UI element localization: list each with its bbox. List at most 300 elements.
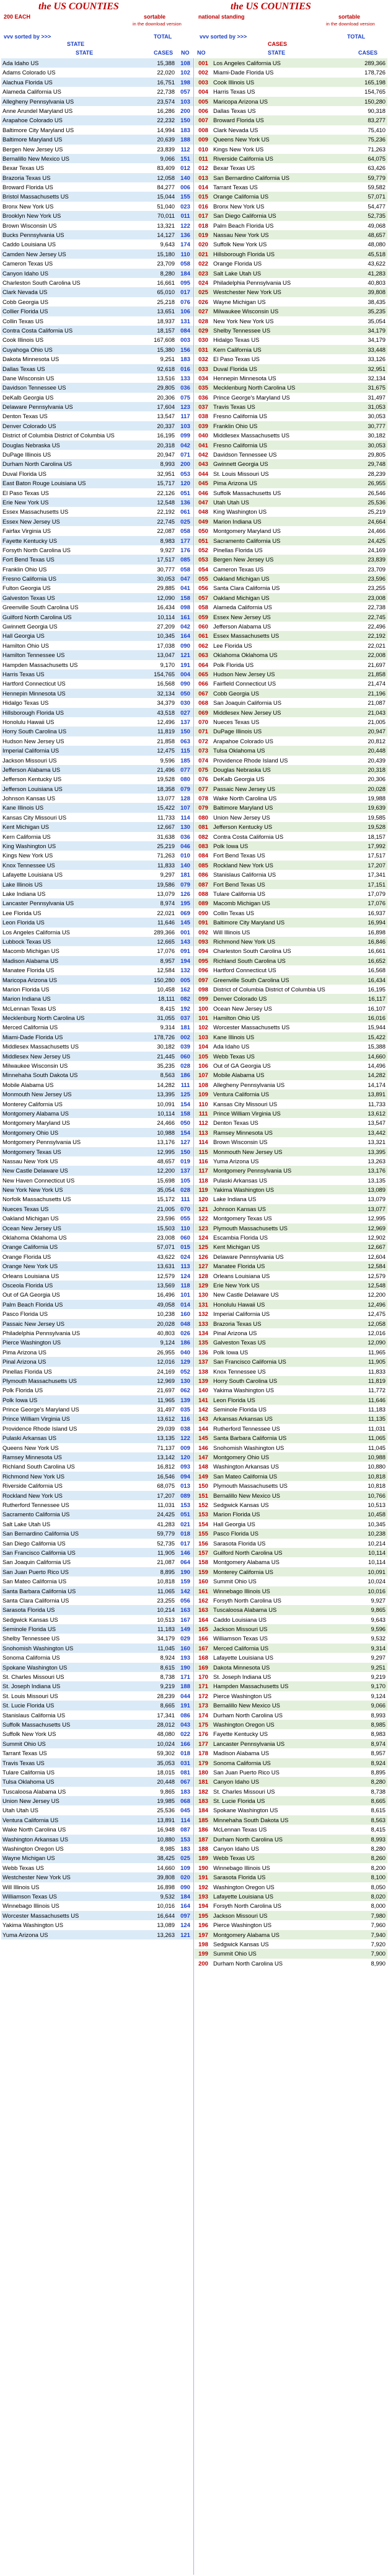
national-rank: 121 [180, 1931, 190, 1938]
table-row [195, 106, 387, 115]
case-count: 75,236 [368, 136, 386, 143]
table-row [1, 794, 194, 803]
county-name: Riverside California US [213, 154, 273, 162]
table-row [1, 1022, 194, 1032]
right-total-label: TOTAL [347, 34, 366, 40]
case-count: 31,053 [368, 403, 386, 411]
case-count: 31,497 [157, 1406, 175, 1413]
county-name: Clark Nevada US [2, 288, 48, 296]
county-name: Orange Florida US [2, 1253, 51, 1260]
national-rank: 008 [198, 126, 208, 133]
national-rank: 183 [180, 1787, 190, 1795]
national-rank: 148 [198, 1463, 208, 1470]
national-rank: 033 [198, 365, 208, 372]
case-count: 83,409 [157, 164, 175, 172]
case-count: 13,176 [368, 1167, 386, 1174]
case-count: 15,380 [157, 346, 175, 353]
county-name: Guilford North Carolina US [2, 613, 72, 620]
national-rank: 105 [198, 1052, 208, 1060]
national-rank: 105 [180, 1176, 190, 1184]
table-row [1, 736, 194, 746]
county-name: Pasco Florida US [2, 1310, 48, 1318]
table-row [1, 1576, 194, 1586]
national-rank: 064 [180, 1559, 190, 1566]
case-count: 12,016 [157, 1358, 175, 1366]
county-name: Montgomery Pennsylvania US [2, 1138, 81, 1146]
table-row [195, 145, 387, 154]
county-name: Hamilton Ohio US [213, 1014, 260, 1022]
case-count: 13,263 [368, 1157, 386, 1165]
county-name: Mecklenburg North Carolina US [213, 384, 296, 391]
county-name: Bernalillo New Mexico US [2, 154, 69, 162]
table-row [1, 880, 194, 889]
case-count: 12,604 [368, 1253, 386, 1260]
case-count: 8,985 [371, 1720, 386, 1728]
national-rank: 137 [180, 1167, 190, 1174]
county-name: Pinellas Florida US [2, 1367, 52, 1375]
table-row [1, 1070, 194, 1080]
case-count: 13,395 [157, 1091, 175, 1098]
national-rank: 086 [198, 871, 208, 879]
national-rank: 053 [180, 470, 190, 477]
table-row [1, 1729, 194, 1738]
national-rank: 164 [180, 632, 190, 640]
case-count: 9,596 [160, 756, 175, 764]
county-name: Fort Bend Texas US [2, 556, 55, 563]
table-row [195, 1825, 387, 1834]
case-count: 48,657 [368, 231, 386, 239]
national-rank: 055 [180, 1215, 190, 1222]
table-row [1, 1596, 194, 1605]
right-col-rank[interactable]: NO [197, 50, 206, 56]
table-row [195, 507, 387, 516]
county-name: Ada Idaho US [2, 60, 39, 66]
table-row [195, 1567, 387, 1576]
table-row [1, 1261, 194, 1271]
table-row [1, 1681, 194, 1691]
county-name: Ventura California US [213, 1091, 270, 1098]
case-count: 17,992 [368, 843, 386, 850]
national-rank: 192 [180, 1004, 190, 1012]
case-count: 57,071 [157, 1243, 175, 1251]
case-count: 13,077 [368, 1205, 386, 1212]
national-rank: 115 [180, 747, 190, 754]
case-count: 18,111 [157, 995, 175, 1003]
case-count: 12,200 [157, 1167, 175, 1174]
national-rank: 031 [198, 346, 208, 353]
table-row [195, 364, 387, 373]
case-count: 83,277 [368, 117, 386, 124]
county-name: Bergen New Jersey US [213, 556, 274, 563]
national-rank: 128 [180, 795, 190, 802]
table-row [1, 1348, 194, 1357]
national-rank: 198 [198, 1940, 208, 1948]
national-rank: 076 [180, 298, 190, 305]
national-rank: 019 [180, 1157, 190, 1165]
county-name: Davidson Tennessee US [213, 451, 277, 458]
header [0, 0, 388, 58]
national-rank: 001 [180, 928, 190, 936]
table-row [1, 555, 194, 564]
national-rank: 108 [198, 1081, 208, 1088]
table-row [195, 1348, 387, 1357]
case-count: 17,341 [368, 871, 386, 879]
case-count: 26,955 [368, 480, 386, 487]
county-name: Dallas Texas US [213, 107, 256, 114]
table-row [1, 97, 194, 106]
table-row [195, 469, 387, 478]
table-row [1, 1672, 194, 1681]
county-name: Lancaster Pennsylvania US [213, 1740, 285, 1747]
national-rank: 142 [180, 1587, 190, 1594]
case-count: 29,039 [157, 1424, 175, 1432]
county-name: Canyon Idaho US [213, 1845, 260, 1853]
table-row [1, 145, 194, 154]
county-name: Bernalillo New Mexico US [213, 1491, 280, 1499]
national-rank: 028 [180, 1186, 190, 1194]
national-rank: 046 [198, 489, 208, 496]
national-rank: 064 [198, 661, 208, 668]
national-rank: 111 [180, 1081, 190, 1088]
county-name: Cook Illinois US [213, 78, 255, 86]
case-count: 10,114 [368, 1549, 386, 1556]
left-col-rank[interactable]: NO [181, 50, 190, 56]
county-name: Wake North Carolina US [2, 1826, 66, 1833]
case-count: 11,045 [157, 1644, 175, 1652]
county-name: St. Joseph Indiana US [213, 1673, 271, 1681]
right-sort-key[interactable]: CASES [268, 41, 288, 47]
national-rank: 089 [198, 900, 208, 907]
national-rank: 082 [180, 995, 190, 1003]
table-row [1, 756, 194, 765]
case-count: 23,596 [157, 1215, 175, 1222]
case-count: 84,277 [157, 184, 175, 191]
table-row [1, 1013, 194, 1022]
county-name: Contra Costa California US [2, 326, 73, 334]
case-count: 21,474 [368, 680, 386, 687]
table-row [195, 1777, 387, 1786]
national-rank: 055 [198, 575, 208, 583]
county-name: King Washington US [2, 843, 56, 850]
county-name: Stanislaus California US [2, 1711, 66, 1719]
table-row [195, 536, 387, 545]
national-rank: 183 [198, 1797, 208, 1805]
county-name: Allegheny Pennsylvania US [213, 1081, 285, 1088]
national-rank: 136 [180, 498, 190, 506]
county-name: Dakota Minnesota US [2, 356, 60, 363]
case-count: 19,988 [368, 795, 386, 802]
case-count: 25,219 [368, 508, 386, 516]
table-row [195, 1223, 387, 1233]
national-rank: 134 [198, 1329, 208, 1336]
county-name: Oklahoma Oklahoma US [213, 651, 278, 659]
national-rank: 102 [180, 69, 190, 76]
table-row [195, 1128, 387, 1137]
county-name: Fulton Georgia US [2, 584, 51, 592]
case-count: 11,772 [368, 1387, 386, 1394]
county-name: Sarasota Florida US [213, 1539, 266, 1547]
table-row [1, 1519, 194, 1529]
county-name: Knox Tennessee US [2, 861, 55, 869]
national-rank: 080 [180, 776, 190, 783]
table-row [195, 441, 387, 450]
national-rank: 176 [180, 546, 190, 553]
county-name: Ocean New Jersey US [2, 1224, 61, 1232]
county-name: Pasco Florida US [213, 1530, 258, 1537]
case-count: 23,008 [157, 1234, 175, 1241]
county-name: Marion Indiana US [213, 517, 262, 525]
county-name: Worcester Massachusetts US [213, 1024, 290, 1031]
table-row [195, 1147, 387, 1156]
county-name: Norfolk Massachusetts US [2, 1196, 71, 1203]
case-count: 8,415 [160, 1004, 175, 1012]
case-count: 10,016 [368, 1587, 386, 1594]
table-row [195, 1615, 387, 1624]
table-row [1, 679, 194, 688]
case-count: 7,900 [371, 1950, 386, 1957]
table-row [195, 794, 387, 803]
table-row [195, 1844, 387, 1853]
county-name: Merced California US [213, 1644, 269, 1652]
county-name: Sacramento California US [2, 1511, 70, 1518]
table-row [195, 679, 387, 688]
case-count: 10,214 [368, 1539, 386, 1547]
national-rank: 030 [198, 336, 208, 344]
table-row [195, 182, 387, 192]
left-col-cases[interactable]: CASES [154, 50, 174, 56]
county-name: Erie New York US [213, 1282, 260, 1289]
case-count: 25,219 [157, 843, 175, 850]
case-count: 12,969 [157, 1377, 175, 1384]
county-name: Pinellas Florida US [213, 546, 263, 553]
case-count: 20,639 [157, 136, 175, 143]
national-rank: 065 [198, 671, 208, 678]
national-rank: 095 [198, 957, 208, 964]
national-rank: 163 [198, 1606, 208, 1614]
county-name: Fort Bend Texas US [213, 852, 265, 859]
national-rank: 178 [198, 1750, 208, 1757]
national-rank: 084 [198, 852, 208, 859]
case-count: 40,803 [368, 279, 386, 286]
national-rank: 155 [180, 193, 190, 200]
case-count: 23,596 [368, 575, 386, 583]
county-name: Baltimore City Maryland US [213, 919, 285, 926]
table-row [195, 650, 387, 660]
table-row [1, 1433, 194, 1442]
case-count: 23,839 [368, 556, 386, 563]
table-row [195, 765, 387, 774]
national-rank: 162 [198, 1596, 208, 1604]
national-rank: 006 [180, 184, 190, 191]
county-name: Montgomery Alabama US [2, 1109, 69, 1117]
national-rank: 127 [198, 1263, 208, 1270]
table-row [1, 125, 194, 135]
case-count: 19,586 [157, 880, 175, 888]
table-row [195, 1309, 387, 1318]
case-count: 8,415 [371, 1826, 386, 1833]
case-count: 21,445 [157, 1052, 175, 1060]
table-row [195, 1089, 387, 1099]
county-name: Macomb Michigan US [213, 900, 270, 907]
national-rank: 166 [198, 1635, 208, 1642]
case-count: 16,286 [157, 107, 175, 114]
table-row [1, 1777, 194, 1786]
case-count: 9,532 [160, 1893, 175, 1900]
case-count: 11,819 [157, 728, 175, 735]
table-row [195, 1586, 387, 1596]
national-rank: 098 [198, 985, 208, 993]
table-row [195, 1805, 387, 1815]
national-rank: 117 [180, 413, 190, 420]
national-rank: 050 [180, 689, 190, 697]
national-rank: 035 [198, 384, 208, 391]
county-name: Yuma Arizona US [2, 1931, 48, 1938]
county-name: Utah Utah US [2, 1807, 38, 1814]
national-rank: 078 [198, 795, 208, 802]
national-rank: 017 [198, 212, 208, 220]
case-count: 34,179 [157, 1635, 175, 1642]
case-count: 75,410 [368, 126, 386, 133]
national-rank: 162 [180, 985, 190, 993]
national-rank: 093 [180, 1463, 190, 1470]
county-name: Los Angeles California US [2, 928, 70, 936]
table-row [195, 1605, 387, 1614]
case-count: 12,548 [368, 1282, 386, 1289]
case-count: 10,513 [368, 1501, 386, 1508]
national-rank: 177 [180, 537, 190, 544]
table-row [195, 1557, 387, 1567]
national-rank: 190 [180, 1663, 190, 1671]
case-count: 11,045 [368, 1444, 386, 1451]
county-name: Madison Alabama US [2, 957, 59, 964]
table-row [195, 459, 387, 468]
table-row [1, 202, 194, 211]
national-rank: 169 [198, 1663, 208, 1671]
case-count: 8,200 [371, 1864, 386, 1871]
table-row [1, 1663, 194, 1672]
county-name: Denton Texas US [213, 1119, 258, 1127]
table-row [195, 1290, 387, 1299]
county-name: Fayette Kentucky US [213, 1730, 268, 1738]
county-name: Monterey California US [2, 1100, 63, 1107]
national-rank: 085 [198, 861, 208, 869]
national-rank: 132 [198, 1310, 208, 1318]
table-row [1, 1395, 194, 1405]
table-row [195, 717, 387, 727]
national-rank: 199 [198, 1950, 208, 1957]
national-rank: 014 [198, 184, 208, 191]
case-count: 8,993 [160, 460, 175, 468]
case-count: 8,280 [371, 1845, 386, 1853]
table-row [1, 994, 194, 1003]
case-count: 16,546 [157, 1472, 175, 1480]
county-name: Richmond New York US [2, 1472, 65, 1480]
county-name: San Mateo California US [2, 1578, 67, 1585]
national-rank: 123 [198, 1224, 208, 1232]
table-row [1, 1443, 194, 1452]
case-count: 13,079 [368, 1196, 386, 1203]
case-count: 10,214 [157, 1606, 175, 1614]
table-row [195, 669, 387, 679]
table-row [1, 861, 194, 870]
case-count: 9,297 [371, 1654, 386, 1661]
table-row [1, 441, 194, 450]
case-count: 31,497 [368, 393, 386, 401]
table-row [195, 1166, 387, 1175]
county-name: Manatee Florida US [2, 967, 55, 974]
table-row [1, 946, 194, 955]
case-count: 35,053 [157, 1759, 175, 1766]
national-rank: 161 [198, 1587, 208, 1594]
case-count: 11,833 [368, 1367, 386, 1375]
national-rank: 158 [180, 1109, 190, 1117]
national-rank: 096 [198, 967, 208, 974]
national-rank: 141 [198, 1396, 208, 1403]
table-row [1, 421, 194, 431]
left-sort-key[interactable]: STATE [67, 41, 85, 47]
right-col-name[interactable]: STATE [268, 50, 286, 56]
case-count: 9,927 [371, 1596, 386, 1604]
national-rank: 029 [198, 326, 208, 334]
left-col-name[interactable]: STATE [76, 50, 94, 56]
national-rank: 152 [198, 1501, 208, 1508]
national-rank: 061 [180, 508, 190, 516]
national-rank: 139 [198, 1377, 208, 1384]
case-count: 92,618 [157, 365, 175, 372]
national-rank: 195 [180, 900, 190, 907]
case-count: 13,089 [157, 1921, 175, 1929]
case-count: 20,337 [157, 422, 175, 429]
national-rank: 127 [180, 1138, 190, 1146]
national-rank: 184 [198, 1807, 208, 1814]
national-rank: 184 [180, 1893, 190, 1900]
table-row [195, 1624, 387, 1634]
county-name: Canyon Idaho US [213, 1778, 260, 1786]
national-rank: 120 [198, 1196, 208, 1203]
national-rank: 021 [180, 1520, 190, 1527]
case-count: 13,135 [157, 1434, 175, 1442]
county-name: Allegheny Pennsylvania US [2, 97, 74, 105]
county-name: Travis Texas US [2, 1759, 45, 1766]
table-row [195, 68, 387, 77]
table-row [195, 97, 387, 106]
county-name: Forsyth North Carolina US [2, 546, 71, 553]
case-count: 20,439 [368, 756, 386, 764]
case-count: 10,114 [157, 1109, 175, 1117]
table-row [195, 278, 387, 287]
county-name: Oakland Michigan US [213, 594, 270, 601]
case-count: 15,180 [157, 250, 175, 257]
case-count: 30,053 [368, 441, 386, 449]
county-name: Marion Indiana US [2, 995, 51, 1003]
national-rank: 074 [198, 756, 208, 764]
case-count: 19,528 [368, 823, 386, 831]
right-col-cases[interactable]: CASES [358, 50, 378, 56]
county-name: Passaic New Jersey US [2, 1320, 65, 1327]
table-row [195, 1863, 387, 1872]
table-row [1, 928, 194, 937]
county-name: Orange New York US [2, 1263, 58, 1270]
county-name: McLennan Texas US [213, 1826, 267, 1833]
table-row [1, 822, 194, 831]
case-count: 13,516 [157, 374, 175, 382]
table-row [1, 1930, 194, 1939]
county-name: Essex New Jersey US [213, 613, 271, 620]
case-count: 22,087 [157, 527, 175, 535]
county-name: Kings New York US [2, 852, 53, 859]
county-name: Montgomery Maryland US [2, 1119, 70, 1127]
case-count: 178,726 [364, 69, 386, 76]
